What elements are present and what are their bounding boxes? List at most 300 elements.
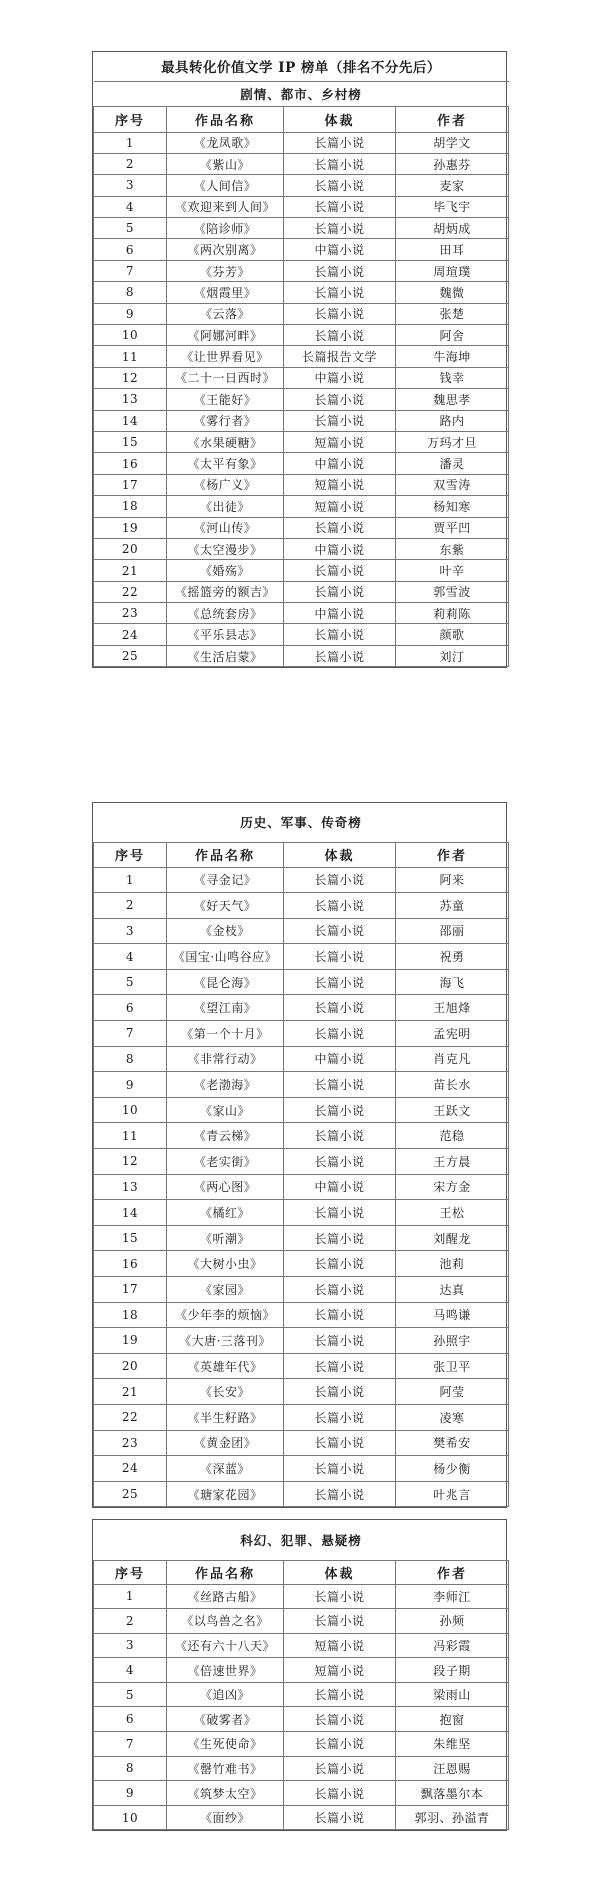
rank-cell: 17 bbox=[94, 1277, 167, 1303]
genre-cell: 中篇小说 bbox=[284, 367, 396, 388]
author-cell: 双雪涛 bbox=[396, 474, 509, 495]
author-cell: 钱幸 bbox=[396, 367, 509, 388]
rank-cell: 14 bbox=[94, 410, 167, 431]
ranking-table-1 bbox=[92, 51, 507, 668]
rank-cell: 10 bbox=[94, 1097, 167, 1123]
author-cell: 梁雨山 bbox=[396, 1682, 509, 1707]
author-cell: 池莉 bbox=[396, 1251, 509, 1277]
category-title: 科幻、犯罪、悬疑榜 bbox=[94, 1520, 509, 1560]
table-row bbox=[94, 1277, 509, 1303]
work-title-cell: 《生死使命》 bbox=[167, 1732, 284, 1757]
header-author: 作者 bbox=[396, 106, 509, 132]
author-cell: 麦家 bbox=[396, 175, 509, 196]
rank-cell: 24 bbox=[94, 1456, 167, 1482]
author-cell: 肖克凡 bbox=[396, 1046, 509, 1072]
rank-cell: 22 bbox=[94, 581, 167, 602]
rank-cell: 6 bbox=[94, 995, 167, 1021]
genre-cell: 长篇小说 bbox=[284, 517, 396, 538]
work-title-cell: 《深蓝》 bbox=[167, 1456, 284, 1482]
table-row bbox=[94, 1302, 509, 1328]
table-row bbox=[94, 1404, 509, 1430]
rank-cell: 13 bbox=[94, 389, 167, 410]
table-row bbox=[94, 867, 509, 893]
genre-cell: 长篇小说 bbox=[284, 1707, 396, 1732]
work-title-cell: 《家山》 bbox=[167, 1097, 284, 1123]
work-title-cell: 《河山传》 bbox=[167, 517, 284, 538]
rank-cell: 7 bbox=[94, 1732, 167, 1757]
author-cell: 贾平凹 bbox=[396, 517, 509, 538]
genre-cell: 长篇小说 bbox=[284, 1609, 396, 1634]
table-row bbox=[94, 196, 509, 217]
table-row bbox=[94, 969, 509, 995]
genre-cell: 长篇小说 bbox=[284, 995, 396, 1021]
author-cell: 张楚 bbox=[396, 303, 509, 324]
author-cell: 杨知寒 bbox=[396, 496, 509, 517]
author-cell: 东紫 bbox=[396, 538, 509, 559]
author-cell: 阿舍 bbox=[396, 325, 509, 346]
work-title-cell: 《王能好》 bbox=[167, 389, 284, 410]
genre-cell: 长篇小说 bbox=[284, 1200, 396, 1226]
rank-cell: 5 bbox=[94, 218, 167, 239]
work-title-cell: 《金枝》 bbox=[167, 918, 284, 944]
rank-cell: 3 bbox=[94, 918, 167, 944]
genre-cell: 长篇小说 bbox=[284, 969, 396, 995]
rank-cell: 1 bbox=[94, 867, 167, 893]
work-title-cell: 《老渤海》 bbox=[167, 1072, 284, 1098]
author-cell: 孙照宇 bbox=[396, 1328, 509, 1354]
work-title-cell: 《长安》 bbox=[167, 1379, 284, 1405]
genre-cell: 长篇小说 bbox=[284, 303, 396, 324]
header-title: 作品名称 bbox=[167, 842, 284, 867]
rank-cell: 1 bbox=[94, 132, 167, 153]
genre-cell: 短篇小说 bbox=[284, 431, 396, 452]
work-title-cell: 《两次别离》 bbox=[167, 239, 284, 260]
rank-cell: 4 bbox=[94, 196, 167, 217]
header-genre: 体裁 bbox=[284, 842, 396, 867]
rank-cell: 1 bbox=[94, 1584, 167, 1609]
table-row bbox=[94, 1456, 509, 1482]
rank-cell: 23 bbox=[94, 603, 167, 624]
rank-cell: 6 bbox=[94, 1707, 167, 1732]
table-row bbox=[94, 496, 509, 517]
rank-cell: 12 bbox=[94, 367, 167, 388]
author-cell: 邵丽 bbox=[396, 918, 509, 944]
author-cell: 朱维坚 bbox=[396, 1732, 509, 1757]
table-row bbox=[94, 645, 509, 666]
author-cell: 叶辛 bbox=[396, 560, 509, 581]
genre-cell: 长篇小说 bbox=[284, 1379, 396, 1405]
work-title-cell: 《老实街》 bbox=[167, 1149, 284, 1175]
table-header-row bbox=[94, 842, 509, 867]
table-row bbox=[94, 1609, 509, 1634]
genre-cell: 长篇小说 bbox=[284, 1277, 396, 1303]
author-cell: 刘醒龙 bbox=[396, 1225, 509, 1251]
rank-cell: 18 bbox=[94, 496, 167, 517]
rank-cell: 7 bbox=[94, 1021, 167, 1047]
header-author: 作者 bbox=[396, 1560, 509, 1584]
table-row bbox=[94, 1707, 509, 1732]
author-cell: 牛海坤 bbox=[396, 346, 509, 367]
genre-cell: 长篇小说 bbox=[284, 218, 396, 239]
author-cell: 苗长水 bbox=[396, 1072, 509, 1098]
author-cell: 颜歌 bbox=[396, 624, 509, 645]
table-row bbox=[94, 1379, 509, 1405]
work-title-cell: 《紫山》 bbox=[167, 153, 284, 174]
table-row bbox=[94, 303, 509, 324]
table-row bbox=[94, 389, 509, 410]
rank-cell: 10 bbox=[94, 1805, 167, 1830]
work-title-cell: 《丝路古船》 bbox=[167, 1584, 284, 1609]
rank-cell: 16 bbox=[94, 1251, 167, 1277]
author-cell: 魏思孝 bbox=[396, 389, 509, 410]
genre-cell: 长篇小说 bbox=[284, 1781, 396, 1806]
work-title-cell: 《太平有象》 bbox=[167, 453, 284, 474]
work-title-cell: 《总统套房》 bbox=[167, 603, 284, 624]
table-row bbox=[94, 1633, 509, 1658]
work-title-cell: 《半生籽路》 bbox=[167, 1404, 284, 1430]
table-row bbox=[94, 517, 509, 538]
header-title: 作品名称 bbox=[167, 1560, 284, 1584]
author-cell: 达真 bbox=[396, 1277, 509, 1303]
rank-cell: 14 bbox=[94, 1200, 167, 1226]
work-title-cell: 《大树小虫》 bbox=[167, 1251, 284, 1277]
genre-cell: 中篇小说 bbox=[284, 239, 396, 260]
genre-cell: 长篇小说 bbox=[284, 325, 396, 346]
table-row bbox=[94, 995, 509, 1021]
work-title-cell: 《听潮》 bbox=[167, 1225, 284, 1251]
author-cell: 万玛才旦 bbox=[396, 431, 509, 452]
header-author: 作者 bbox=[396, 842, 509, 867]
work-title-cell: 《瑭家花园》 bbox=[167, 1481, 284, 1507]
work-title-cell: 《家园》 bbox=[167, 1277, 284, 1303]
author-cell: 孙惠芬 bbox=[396, 153, 509, 174]
genre-cell: 长篇小说 bbox=[284, 1021, 396, 1047]
table-row bbox=[94, 1149, 509, 1175]
work-title-cell: 《非常行动》 bbox=[167, 1046, 284, 1072]
header-title: 作品名称 bbox=[167, 106, 284, 132]
rank-cell: 25 bbox=[94, 645, 167, 666]
rank-cell: 23 bbox=[94, 1430, 167, 1456]
genre-cell: 长篇小说 bbox=[284, 1732, 396, 1757]
header-no: 序号 bbox=[94, 106, 167, 132]
table-row bbox=[94, 1756, 509, 1781]
author-cell: 樊希安 bbox=[396, 1430, 509, 1456]
genre-cell: 长篇小说 bbox=[284, 1805, 396, 1830]
table-body bbox=[94, 867, 509, 1507]
genre-cell: 长篇小说 bbox=[284, 1756, 396, 1781]
genre-cell: 中篇小说 bbox=[284, 1174, 396, 1200]
rank-cell: 21 bbox=[94, 1379, 167, 1405]
work-title-cell: 《大唐·三落刊》 bbox=[167, 1328, 284, 1354]
work-title-cell: 《生活启蒙》 bbox=[167, 645, 284, 666]
table-row bbox=[94, 175, 509, 196]
genre-cell: 长篇小说 bbox=[284, 1225, 396, 1251]
genre-cell: 短篇小说 bbox=[284, 474, 396, 495]
genre-cell: 长篇小说 bbox=[284, 132, 396, 153]
table-row bbox=[94, 560, 509, 581]
work-title-cell: 《黄金团》 bbox=[167, 1430, 284, 1456]
work-title-cell: 《龙凤歌》 bbox=[167, 132, 284, 153]
table-row bbox=[94, 1200, 509, 1226]
author-cell: 汪恩赐 bbox=[396, 1756, 509, 1781]
author-cell: 魏微 bbox=[396, 282, 509, 303]
work-title-cell: 《阿娜河畔》 bbox=[167, 325, 284, 346]
rank-cell: 2 bbox=[94, 153, 167, 174]
table-row bbox=[94, 1046, 509, 1072]
work-title-cell: 《还有六十八天》 bbox=[167, 1633, 284, 1658]
genre-cell: 长篇小说 bbox=[284, 1072, 396, 1098]
rank-cell: 13 bbox=[94, 1174, 167, 1200]
author-cell: 路内 bbox=[396, 410, 509, 431]
author-cell: 孙频 bbox=[396, 1609, 509, 1634]
genre-cell: 长篇小说 bbox=[284, 624, 396, 645]
genre-cell: 长篇小说 bbox=[284, 389, 396, 410]
work-title-cell: 《倍速世界》 bbox=[167, 1658, 284, 1683]
genre-cell: 长篇小说 bbox=[284, 560, 396, 581]
table-row bbox=[94, 1430, 509, 1456]
table-row bbox=[94, 1174, 509, 1200]
work-title-cell: 《望江南》 bbox=[167, 995, 284, 1021]
genre-cell: 长篇小说 bbox=[284, 893, 396, 919]
table-header-row bbox=[94, 106, 509, 132]
work-title-cell: 《追凶》 bbox=[167, 1682, 284, 1707]
author-cell: 苏童 bbox=[396, 893, 509, 919]
author-cell: 潘灵 bbox=[396, 453, 509, 474]
author-cell: 抱窗 bbox=[396, 1707, 509, 1732]
genre-cell: 长篇小说 bbox=[284, 175, 396, 196]
table-row bbox=[94, 1072, 509, 1098]
work-title-cell: 《破雾者》 bbox=[167, 1707, 284, 1732]
rank-cell: 20 bbox=[94, 1353, 167, 1379]
table-row bbox=[94, 1251, 509, 1277]
table-row bbox=[94, 1658, 509, 1683]
rank-cell: 10 bbox=[94, 325, 167, 346]
rank-cell: 15 bbox=[94, 1225, 167, 1251]
author-cell: 郭羽、孙溢青 bbox=[396, 1805, 509, 1830]
work-title-cell: 《好天气》 bbox=[167, 893, 284, 919]
genre-cell: 长篇小说 bbox=[284, 1481, 396, 1507]
table-row bbox=[94, 282, 509, 303]
work-title-cell: 《罄竹难书》 bbox=[167, 1756, 284, 1781]
rank-cell: 2 bbox=[94, 893, 167, 919]
work-title-cell: 《青云梯》 bbox=[167, 1123, 284, 1149]
work-title-cell: 《婚殇》 bbox=[167, 560, 284, 581]
table-row bbox=[94, 1328, 509, 1354]
author-cell: 郭雪波 bbox=[396, 581, 509, 602]
table-row bbox=[94, 1097, 509, 1123]
table-row bbox=[94, 410, 509, 431]
genre-cell: 长篇小说 bbox=[284, 1302, 396, 1328]
work-title-cell: 《摇篮旁的额吉》 bbox=[167, 581, 284, 602]
work-title-cell: 《芬芳》 bbox=[167, 260, 284, 281]
genre-cell: 长篇小说 bbox=[284, 1682, 396, 1707]
work-title-cell: 《筑梦太空》 bbox=[167, 1781, 284, 1806]
rank-cell: 3 bbox=[94, 1633, 167, 1658]
work-title-cell: 《烟霞里》 bbox=[167, 282, 284, 303]
table-row bbox=[94, 581, 509, 602]
author-cell: 胡炳成 bbox=[396, 218, 509, 239]
table-row bbox=[94, 239, 509, 260]
table-row bbox=[94, 624, 509, 645]
rank-cell: 11 bbox=[94, 346, 167, 367]
author-cell: 阿来 bbox=[396, 867, 509, 893]
table-row bbox=[94, 153, 509, 174]
author-cell: 张卫平 bbox=[396, 1353, 509, 1379]
table-row bbox=[94, 453, 509, 474]
table-row bbox=[94, 1225, 509, 1251]
work-title-cell: 《橘红》 bbox=[167, 1200, 284, 1226]
author-cell: 王方晨 bbox=[396, 1149, 509, 1175]
genre-cell: 短篇小说 bbox=[284, 1633, 396, 1658]
table-row bbox=[94, 944, 509, 970]
author-cell: 马鸣谦 bbox=[396, 1302, 509, 1328]
genre-cell: 长篇小说 bbox=[284, 1251, 396, 1277]
work-title-cell: 《让世界看见》 bbox=[167, 346, 284, 367]
author-cell: 田耳 bbox=[396, 239, 509, 260]
genre-cell: 长篇小说 bbox=[284, 867, 396, 893]
rank-cell: 19 bbox=[94, 517, 167, 538]
table-row bbox=[94, 603, 509, 624]
author-cell: 莉莉陈 bbox=[396, 603, 509, 624]
rank-cell: 3 bbox=[94, 175, 167, 196]
work-title-cell: 《寻金记》 bbox=[167, 867, 284, 893]
rank-cell: 5 bbox=[94, 1682, 167, 1707]
rank-cell: 7 bbox=[94, 260, 167, 281]
header-no: 序号 bbox=[94, 1560, 167, 1584]
genre-cell: 长篇小说 bbox=[284, 282, 396, 303]
table-row bbox=[94, 367, 509, 388]
genre-cell: 长篇小说 bbox=[284, 1123, 396, 1149]
table-row bbox=[94, 538, 509, 559]
table-row bbox=[94, 1682, 509, 1707]
table-row bbox=[94, 1481, 509, 1507]
ranking-table-3 bbox=[92, 1519, 507, 1831]
rank-cell: 12 bbox=[94, 1149, 167, 1175]
rank-cell: 16 bbox=[94, 453, 167, 474]
header-no: 序号 bbox=[94, 842, 167, 867]
rank-cell: 15 bbox=[94, 431, 167, 452]
table-body bbox=[94, 1584, 509, 1830]
work-title-cell: 《陪诊师》 bbox=[167, 218, 284, 239]
work-title-cell: 《出徒》 bbox=[167, 496, 284, 517]
genre-cell: 短篇小说 bbox=[284, 496, 396, 517]
genre-cell: 长篇小说 bbox=[284, 260, 396, 281]
genre-cell: 长篇小说 bbox=[284, 944, 396, 970]
work-title-cell: 《欢迎来到人间》 bbox=[167, 196, 284, 217]
genre-cell: 长篇小说 bbox=[284, 581, 396, 602]
table-row bbox=[94, 1805, 509, 1830]
author-cell: 凌寒 bbox=[396, 1404, 509, 1430]
work-title-cell: 《太空漫步》 bbox=[167, 538, 284, 559]
table-row bbox=[94, 1732, 509, 1757]
rank-cell: 22 bbox=[94, 1404, 167, 1430]
work-title-cell: 《人间信》 bbox=[167, 175, 284, 196]
genre-cell: 长篇小说 bbox=[284, 1430, 396, 1456]
table-row bbox=[94, 1021, 509, 1047]
rank-cell: 9 bbox=[94, 1072, 167, 1098]
table-row bbox=[94, 218, 509, 239]
genre-cell: 长篇小说 bbox=[284, 1404, 396, 1430]
work-title-cell: 《以鸟兽之名》 bbox=[167, 1609, 284, 1634]
rank-cell: 21 bbox=[94, 560, 167, 581]
rank-cell: 8 bbox=[94, 1756, 167, 1781]
work-title-cell: 《水果硬糖》 bbox=[167, 431, 284, 452]
genre-cell: 长篇报告文学 bbox=[284, 346, 396, 367]
author-cell: 李师江 bbox=[396, 1584, 509, 1609]
work-title-cell: 《英雄年代》 bbox=[167, 1353, 284, 1379]
rank-cell: 9 bbox=[94, 303, 167, 324]
genre-cell: 中篇小说 bbox=[284, 538, 396, 559]
category-title: 剧情、都市、乡村榜 bbox=[94, 81, 509, 106]
genre-cell: 长篇小说 bbox=[284, 645, 396, 666]
work-title-cell: 《二十一日西时》 bbox=[167, 367, 284, 388]
author-cell: 刘汀 bbox=[396, 645, 509, 666]
genre-cell: 长篇小说 bbox=[284, 1456, 396, 1482]
rank-cell: 25 bbox=[94, 1481, 167, 1507]
rank-cell: 4 bbox=[94, 1658, 167, 1683]
rank-cell: 4 bbox=[94, 944, 167, 970]
rank-cell: 5 bbox=[94, 969, 167, 995]
author-cell: 宋方金 bbox=[396, 1174, 509, 1200]
genre-cell: 长篇小说 bbox=[284, 1353, 396, 1379]
author-cell: 周瑄璞 bbox=[396, 260, 509, 281]
rank-cell: 20 bbox=[94, 538, 167, 559]
genre-cell: 短篇小说 bbox=[284, 1658, 396, 1683]
author-cell: 阿莹 bbox=[396, 1379, 509, 1405]
rank-cell: 9 bbox=[94, 1781, 167, 1806]
author-cell: 冯彩霞 bbox=[396, 1633, 509, 1658]
genre-cell: 长篇小说 bbox=[284, 1097, 396, 1123]
genre-cell: 长篇小说 bbox=[284, 196, 396, 217]
author-cell: 王旭烽 bbox=[396, 995, 509, 1021]
rank-cell: 8 bbox=[94, 282, 167, 303]
author-cell: 飘落墨尔本 bbox=[396, 1781, 509, 1806]
genre-cell: 长篇小说 bbox=[284, 410, 396, 431]
work-title-cell: 《面纱》 bbox=[167, 1805, 284, 1830]
genre-cell: 长篇小说 bbox=[284, 1328, 396, 1354]
author-cell: 叶兆言 bbox=[396, 1481, 509, 1507]
work-title-cell: 《雾行者》 bbox=[167, 410, 284, 431]
genre-cell: 中篇小说 bbox=[284, 603, 396, 624]
genre-cell: 长篇小说 bbox=[284, 1584, 396, 1609]
table-row bbox=[94, 474, 509, 495]
document-title: 最具转化价值文学 IP 榜单（排名不分先后） bbox=[94, 52, 509, 81]
table-row bbox=[94, 325, 509, 346]
author-cell: 孟宪明 bbox=[396, 1021, 509, 1047]
genre-cell: 长篇小说 bbox=[284, 1149, 396, 1175]
author-cell: 海飞 bbox=[396, 969, 509, 995]
table-row bbox=[94, 1123, 509, 1149]
rank-cell: 8 bbox=[94, 1046, 167, 1072]
rank-cell: 6 bbox=[94, 239, 167, 260]
work-title-cell: 《杨广义》 bbox=[167, 474, 284, 495]
rank-cell: 17 bbox=[94, 474, 167, 495]
genre-cell: 长篇小说 bbox=[284, 153, 396, 174]
rank-cell: 24 bbox=[94, 624, 167, 645]
genre-cell: 中篇小说 bbox=[284, 453, 396, 474]
table-header-row bbox=[94, 1560, 509, 1584]
rank-cell: 19 bbox=[94, 1328, 167, 1354]
work-title-cell: 《第一个十月》 bbox=[167, 1021, 284, 1047]
author-cell: 王跃文 bbox=[396, 1097, 509, 1123]
table-row bbox=[94, 1584, 509, 1609]
author-cell: 祝勇 bbox=[396, 944, 509, 970]
ranking-table-2 bbox=[92, 802, 507, 1508]
author-cell: 毕飞宇 bbox=[396, 196, 509, 217]
author-cell: 杨少衡 bbox=[396, 1456, 509, 1482]
header-genre: 体裁 bbox=[284, 1560, 396, 1584]
work-title-cell: 《平乐县志》 bbox=[167, 624, 284, 645]
